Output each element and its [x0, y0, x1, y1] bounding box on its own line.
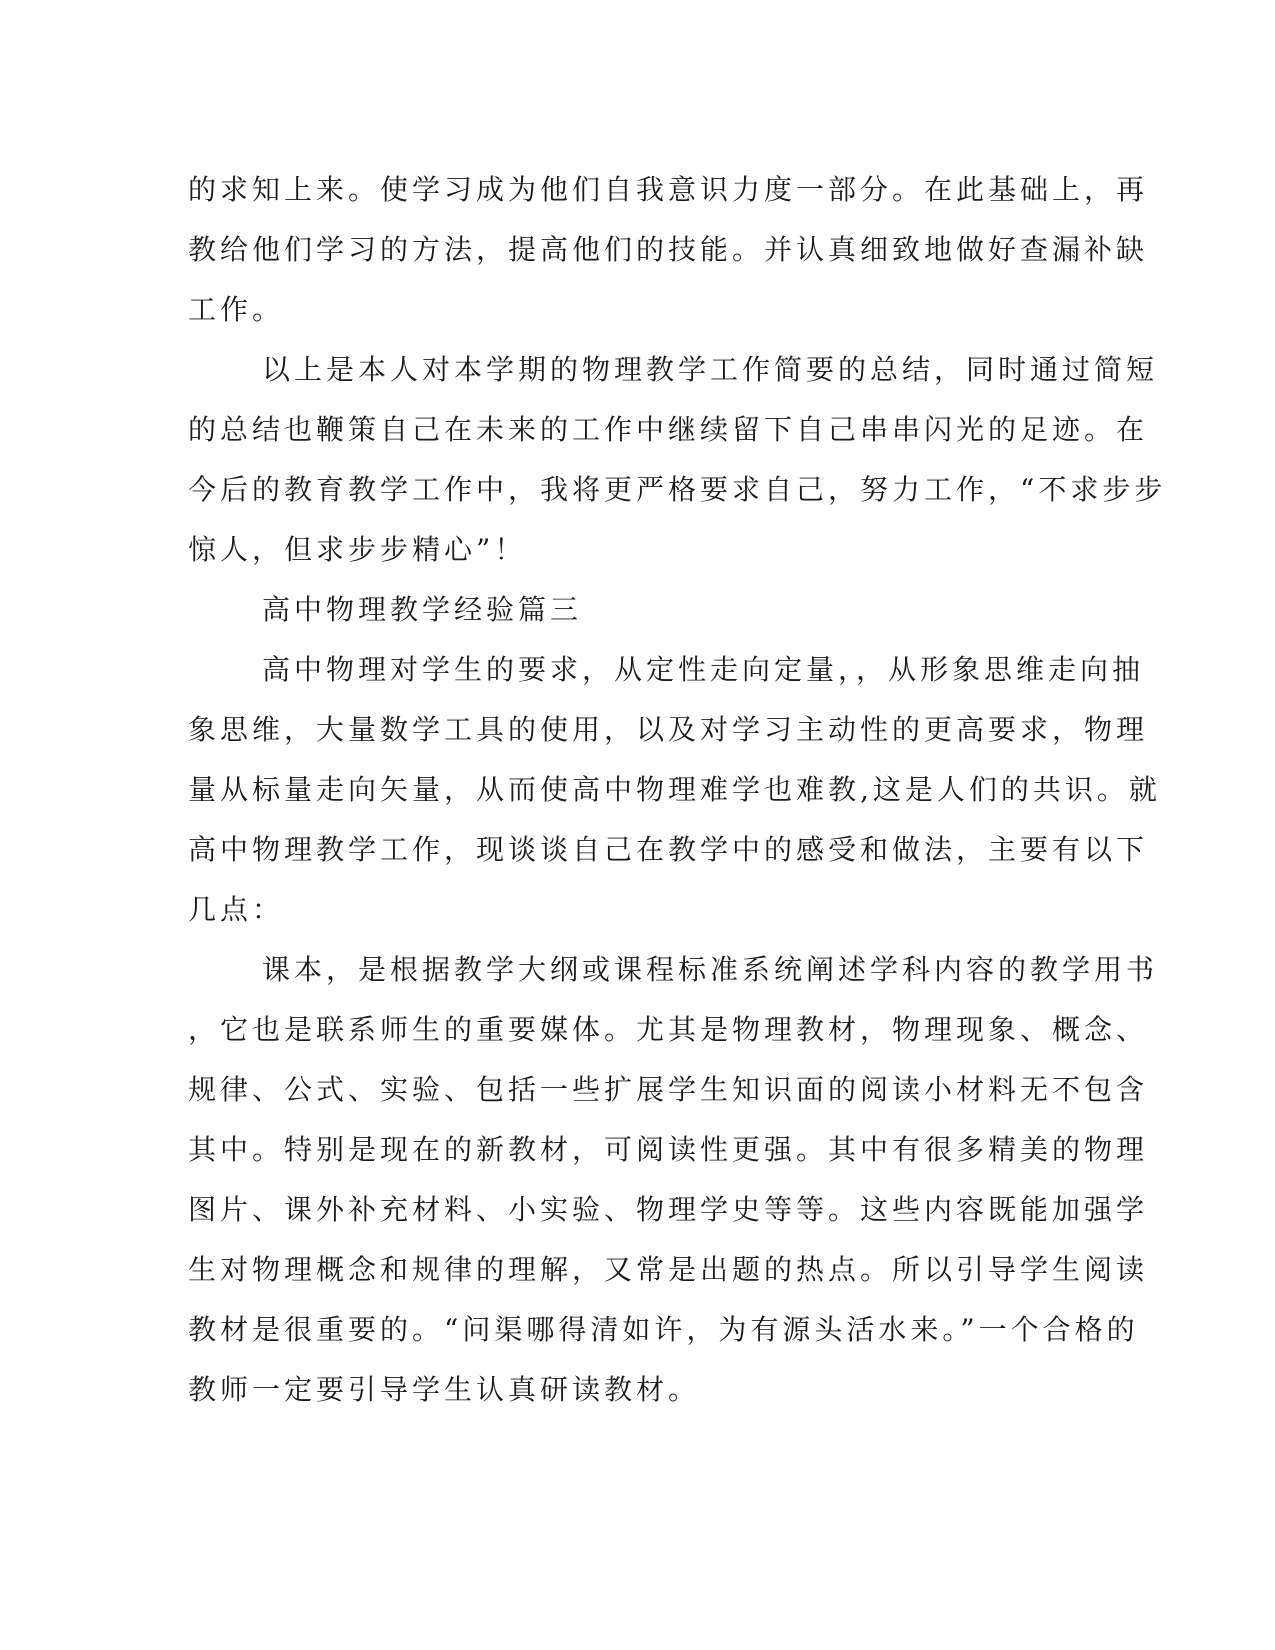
text-line: 今后的教育教学工作中，我将更严格要求自己，努力工作，“不求步步	[188, 473, 1167, 506]
text-line: 高中物理教学工作，现谈谈自己在教学中的感受和做法，主要有以下	[188, 833, 1149, 866]
text-line: 量从标量走向矢量，从而使高中物理难学也难教,这是人们的共识。就	[188, 773, 1161, 806]
document-body	[188, 160, 1167, 1420]
paragraph-2	[188, 340, 1167, 580]
section-heading	[188, 580, 1068, 640]
paragraph-1	[188, 160, 1149, 340]
text-line: 图片、课外补充材料、小实验、物理学史等等。这些内容既能加强学	[188, 1193, 1149, 1226]
text-line: 教给他们学习的方法，提高他们的技能。并认真细致地做好查漏补缺	[188, 233, 1149, 266]
text-line: 教材是很重要的。“问渠哪得清如许，为有源头活水来。”一个合格的	[188, 1313, 1139, 1346]
text-line: 的总结也鞭策自己在未来的工作中继续留下自己串串闪光的足迹。在	[188, 413, 1149, 446]
heading-text: 高中物理教学经验篇三	[262, 593, 583, 626]
text-line: 以上是本人对本学期的物理教学工作简要的总结，同时通过简短	[262, 353, 1159, 386]
text-line: 几点：	[188, 893, 285, 926]
paragraph-3	[188, 640, 1161, 940]
text-line: 高中物理对学生的要求，从定性走向定量，，从形象思维走向抽	[262, 653, 1145, 686]
text-line: 其中。特别是现在的新教材，可阅读性更强。其中有很多精美的物理	[188, 1133, 1149, 1166]
text-line: 规律、公式、实验、包括一些扩展学生知识面的阅读小材料无不包含	[188, 1073, 1149, 1106]
text-line: 的求知上来。使学习成为他们自我意识力度一部分。在此基础上，再	[188, 173, 1149, 206]
text-line: ，它也是联系师生的重要媒体。尤其是物理教材，物理现象、概念、	[188, 1013, 1149, 1046]
text-line: 生对物理概念和规律的理解，又常是出题的热点。所以引导学生阅读	[188, 1253, 1149, 1286]
text-line: 惊人，但求步步精心”！	[188, 533, 527, 566]
text-line: 教师一定要引导学生认真研读教材。	[188, 1373, 701, 1406]
paragraph-4	[188, 940, 1159, 1420]
text-line: 象思维，大量数学工具的使用，以及对学习主动性的更高要求，物理	[188, 713, 1149, 746]
text-line: 工作。	[188, 293, 285, 326]
text-line: 课本，是根据教学大纲或课程标准系统阐述学科内容的教学用书	[262, 953, 1159, 986]
